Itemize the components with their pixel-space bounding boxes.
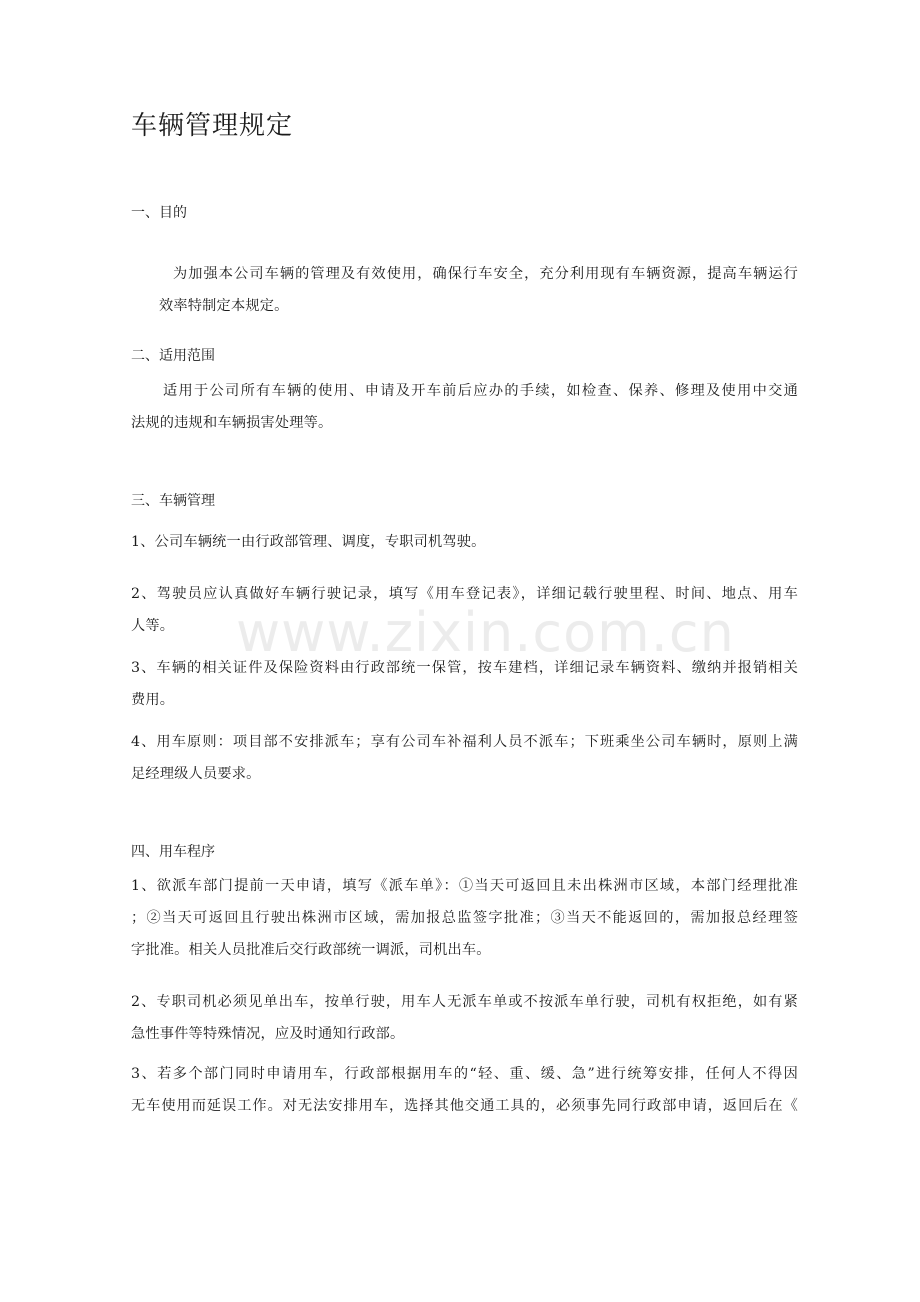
paragraph-line: 为加强本公司车辆的管理及有效使用，确保行车安全，充分利用现有车辆资源，提高车辆运行	[173, 266, 798, 282]
paragraph-management-3	[131, 652, 798, 716]
paragraph-procedure-2	[131, 986, 798, 1050]
watermark-text: www.zixin.com.cn	[236, 601, 735, 664]
paragraph-line: 2、驾驶员应认真做好车辆行驶记录，填写《用车登记表》，详细记载行驶里程、时间、地点、用车	[131, 586, 798, 602]
paragraph-line: 费用。	[131, 692, 175, 708]
paragraph-line: 3、车辆的相关证件及保险资料由行政部统一保管，按车建档，详细记录车辆资料、缴纳并报销相关	[131, 660, 798, 676]
section-heading-usage-procedure: 四、用车程序	[131, 844, 215, 860]
paragraph-line: 4、用车原则：项目部不安排派车；享有公司车补福利人员不派车；下班乘坐公司车辆时，原则上满	[131, 734, 798, 750]
paragraph-line: 2、专职司机必须见单出车，按单行驶，用车人无派车单或不按派车单行驶，司机有权拒绝，如有紧	[131, 994, 798, 1010]
paragraph-line: 足经理级人员要求。	[131, 766, 261, 782]
paragraph-line: ；②当天可返回且行驶出株洲市区域，需加报总监签字批准；③当天不能返回的，需加报总经理签	[131, 910, 798, 926]
paragraph-line: 人等。	[131, 618, 175, 634]
paragraph-line: 1、欲派车部门提前一天申请，填写《派车单》：①当天可返回且未出株洲市区域，本部门经理批准	[131, 878, 798, 894]
paragraph-line: 3、若多个部门同时申请用车，行政部根据用车的“轻、重、缓、急”进行统筹安排，任何人不得因	[131, 1066, 798, 1082]
paragraph-procedure-1	[131, 870, 798, 966]
paragraph-line: 字批准。相关人员批准后交行政部统一调派，司机出车。	[131, 942, 491, 958]
section-heading-vehicle-management: 三、车辆管理	[131, 493, 215, 509]
paragraph-management-2	[131, 578, 798, 642]
paragraph-management-1	[131, 526, 798, 558]
paragraph-line: 急性事件等特殊情况，应及时通知行政部。	[131, 1026, 405, 1042]
section-heading-purpose: 一、目的	[131, 205, 187, 221]
paragraph-management-4	[131, 726, 798, 790]
paragraph-line: 法规的违规和车辆损害处理等。	[131, 415, 333, 431]
paragraph-purpose	[131, 258, 798, 322]
paragraph-scope	[131, 375, 798, 439]
paragraph-line: 1、公司车辆统一由行政部管理、调度，专职司机驾驶。	[131, 534, 486, 550]
paragraph-procedure-3	[131, 1058, 798, 1122]
paragraph-line: 无车使用而延误工作。对无法安排用车，选择其他交通工具的，必须事先同行政部申请，返回后在《	[131, 1098, 798, 1114]
paragraph-line: 适用于公司所有车辆的使用、申请及开车前后应办的手续，如检查、保养、修理及使用中交通	[163, 383, 798, 399]
document-title: 车辆管理规定	[131, 111, 294, 141]
paragraph-line: 效率特制定本规定。	[159, 298, 289, 314]
section-heading-scope: 二、适用范围	[131, 348, 215, 364]
